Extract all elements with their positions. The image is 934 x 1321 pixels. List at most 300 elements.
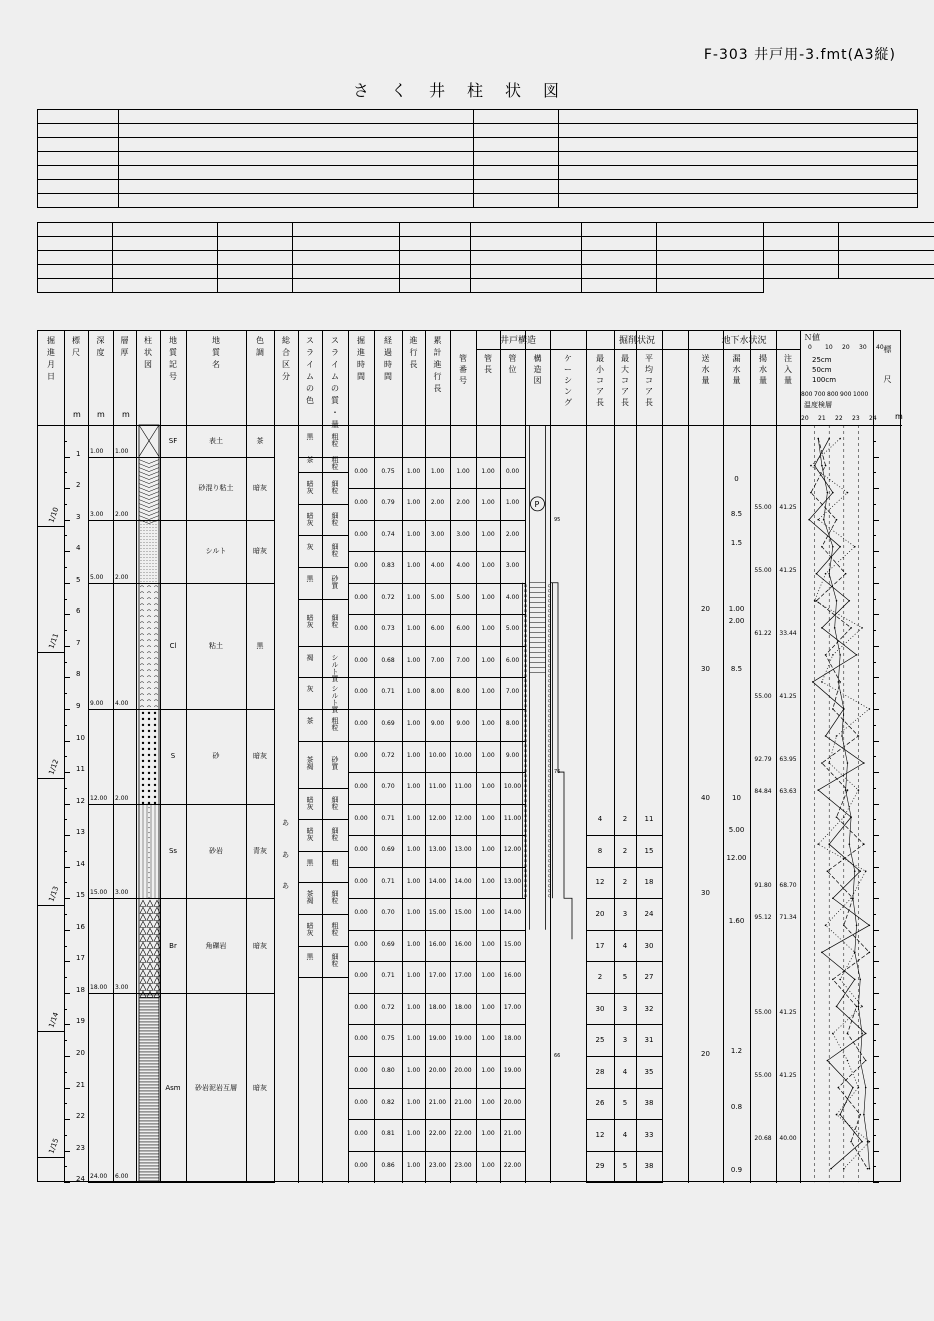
sand-dot [142,718,144,720]
scale-number: 14 [76,859,85,868]
log-value: 1.00 [481,499,495,507]
layer-boundary [160,583,186,584]
scale-tick [873,867,879,868]
well-info-value [471,279,582,293]
data-row-rule [450,741,476,742]
data-row-rule [374,1056,402,1057]
sand-dot [154,772,156,774]
sandy-clay-hatch [139,488,159,492]
layer-boundary [88,804,113,805]
chart-point [832,979,834,981]
chart-point [810,465,812,467]
chart-point [859,1114,861,1116]
well-info-label [582,223,657,237]
well-info-value [293,237,400,251]
gravel-pack [548,854,551,857]
log-value: 1.00 [406,877,421,885]
data-row-rule [348,993,374,994]
gravel-pack [548,869,551,872]
sandy-clay-hatch [139,464,159,468]
scale-tick [64,1088,70,1089]
data-row-rule [425,646,450,647]
gravel-pack [548,719,551,722]
sand-dot [154,760,156,762]
water-send: 20 [701,604,710,613]
resistivity-tick: 900 [840,391,852,398]
log-value: 1.00 [505,499,520,507]
log-value: 1.00 [406,499,421,507]
core-value: 30 [644,941,654,950]
core-value: 4 [597,815,603,824]
layer-boundary [246,457,274,458]
sand-dot [142,784,144,786]
clay-mark [147,622,151,623]
scale-tick [64,535,67,536]
project-info-value [119,138,474,152]
log-value: 23.00 [428,1161,447,1169]
data-row-rule [450,1151,476,1152]
log-value: 1.00 [406,1098,421,1106]
gravel-pack [548,784,551,787]
scale-tick [64,946,67,947]
log-value: 1.00 [406,751,421,759]
clay-mark [154,646,158,647]
column-header-color: 色 調 [256,336,264,357]
scale-tick [64,1119,70,1120]
water-loss: 2.00 [728,617,745,626]
breccia-triangle [140,949,146,955]
gravel-pack [524,689,527,692]
chart-point [828,843,830,845]
silt-dot [153,536,154,537]
data-row-rule [450,898,476,899]
chart-point [847,1060,849,1062]
log-value: 1.00 [481,593,495,601]
core-value: 35 [644,1067,654,1076]
silt-dot [156,575,157,576]
gravel-pack [524,609,527,612]
layer-name: シルト [205,547,227,556]
data-row-rule [425,520,450,521]
chart-point [841,735,843,737]
silt-dot [150,521,151,522]
well-info-value [293,279,400,293]
chart-point [821,546,823,548]
core-value: 4 [622,941,628,950]
clay-mark [147,646,151,647]
casing-step [550,583,572,940]
chart-point [854,546,856,548]
data-row-rule [476,1056,500,1057]
data-row-rule [402,709,425,710]
gravel-pack [548,804,551,807]
well-info-label [38,279,113,293]
silt-dot [156,572,157,573]
gravel-pack [524,659,527,662]
scale-tick [873,882,876,883]
scale-tick [64,1024,70,1025]
clay-mark [140,664,144,665]
core-value: 3 [622,1004,628,1013]
scale-tick [873,835,879,836]
data-row-rule [476,804,500,805]
core-value: 24 [644,910,654,919]
breccia-triangle [140,914,146,920]
gravel-pack [524,779,527,782]
sand-dot [148,778,150,780]
data-row-rule [402,835,425,836]
layer-color: 暗灰 [253,1083,267,1092]
silt-dot [150,524,151,525]
water-pumping: 20.68 [754,1134,772,1142]
drilling-date: 1/11 [47,632,61,650]
log-value: 1.00 [481,846,495,854]
scale-tick [64,709,70,710]
gravel-pack [524,619,527,622]
slime-row-rule [298,535,348,536]
log-value: 1.00 [406,940,421,948]
silt-dot [153,527,154,528]
scale-number: 20 [76,1049,85,1057]
gravel-pack [548,834,551,837]
log-value: 11.00 [503,814,522,822]
chart-point [869,708,871,710]
data-row-rule [425,898,450,899]
log-value: 15.00 [454,909,472,917]
log-value: 1.00 [406,783,421,791]
layer-boundary [160,993,186,994]
scale-tick [64,520,70,521]
log-value: 0.00 [354,467,368,475]
silt-dot [156,527,157,528]
scale-number: 11 [76,765,85,774]
lithology-column [139,425,159,1182]
data-row-rule [476,898,500,899]
data-row-rule [402,488,425,489]
scale-number: 5 [76,575,81,584]
sand-dot [142,796,144,798]
chart-point [843,708,845,710]
project-info-row [38,194,918,208]
silt-dot [156,521,157,522]
silt-dot [153,530,154,531]
sand-dot [154,796,156,798]
sand-dot [154,718,156,720]
log-value: 2.00 [430,499,445,507]
layer-boundary [186,993,246,994]
silt-dot [144,545,145,546]
data-row-rule [500,993,525,994]
temperature-tick: 20 [801,415,809,422]
core-row-rule [586,867,662,868]
scale-tick [873,851,876,852]
slime-color: 黒 [306,574,314,582]
chart-point [821,681,823,683]
sandy-clay-hatch [139,516,159,520]
slime-quality: 細粒 [331,614,339,629]
slime-row-rule [298,946,348,947]
scale-tick [873,961,879,962]
data-row-rule [500,1119,525,1120]
water-pumping: 92.79 [754,756,772,764]
project-info-row [38,110,918,124]
clay-mark [154,670,158,671]
data-row-rule [374,930,402,931]
silt-dot [150,566,151,567]
scale-number: 21 [76,1080,85,1089]
project-info-label [38,166,119,180]
layer-boundary [246,520,274,521]
slime-color: 茶 [306,456,314,464]
data-row-rule [425,835,450,836]
data-row-rule [374,741,402,742]
scale-tick [873,441,876,442]
silt-dot [156,539,157,540]
silt-dot [144,530,145,531]
gravel-pack [548,689,551,692]
sand-dot [154,748,156,750]
silt-dot [147,539,148,540]
log-value: 1.00 [406,1161,421,1169]
clay-mark [140,628,144,629]
log-value: 0.00 [354,1035,368,1043]
sandy-clay-hatch [139,512,159,516]
silt-dot [144,536,145,537]
gravel-pack [524,824,527,827]
pump-label: P [534,499,540,509]
chart-point [827,492,829,494]
breccia-triangle [140,984,146,990]
layer-boundary [186,457,246,458]
silt-dot [156,560,157,561]
silt-dot [150,542,151,543]
core-value: 25 [595,1036,605,1045]
gravel-pack [524,724,527,727]
log-value: 0.69 [381,846,395,854]
project-info-label [38,180,119,194]
data-row-rule [348,741,374,742]
project-info-label [474,152,559,166]
gravel-pack [548,684,551,687]
column-header-w-pump: 揚 水 量 [759,354,767,385]
layer-boundary [186,898,246,899]
well-info-label [400,237,471,251]
silt-dot [153,566,154,567]
layer-depth: 1.00 [90,447,104,455]
silt-dot [156,557,157,558]
well-info-value [293,265,400,279]
chart-point [845,789,847,791]
scale-tick [873,1135,876,1136]
chart-point [843,816,845,818]
core-value: 4 [622,1067,628,1076]
log-value: 14.00 [428,877,447,885]
well-info-value [293,251,400,265]
breccia-triangle [147,963,153,969]
water-loss: 10 [732,794,741,803]
column-header-cumulative: 累 計 進 行 長 [433,336,442,393]
layer-boundary [160,898,186,899]
water-send: 30 [701,888,710,897]
scale-tick [64,741,70,742]
core-value: 38 [644,1162,654,1171]
log-value: 9.00 [505,751,520,759]
data-row-rule [348,930,374,931]
data-row-rule [402,646,425,647]
layer-symbol: Ss [168,846,178,855]
data-row-rule [450,457,476,458]
gravel-pack [548,859,551,862]
chart-point [850,627,852,629]
project-info-value [119,180,474,194]
log-value: 13.00 [454,846,472,854]
gravel-pack [548,889,551,892]
casing-diameter: 76 [554,769,561,776]
slime-row-rule [298,504,348,505]
gravel-pack [524,649,527,652]
water-pumping: 95.12 [754,914,772,922]
scale-tick [873,551,879,552]
legend-label: 100cm [812,376,837,384]
well-info-row [38,237,934,251]
data-row-rule [500,867,525,868]
core-value: 8 [597,846,603,855]
layer-depth: 24.00 [90,1173,108,1181]
gravel-pack [524,879,527,882]
sand-dot [154,736,156,738]
gravel-pack [548,844,551,847]
chart-point [821,762,823,764]
gravel-pack [548,779,551,782]
data-row-rule [500,646,525,647]
gravel-pack [524,739,527,742]
silt-dot [150,539,151,540]
gravel-pack [524,754,527,757]
slime-row-rule [298,788,348,789]
scale-tick [64,914,67,915]
chart-point [827,870,829,872]
gravel-pack [548,669,551,672]
chart-point [858,735,860,737]
data-row-rule [402,898,425,899]
data-row-rule [500,1151,525,1152]
log-value: 0.00 [354,1161,368,1169]
log-value: 4.00 [430,562,445,570]
sand-dot [148,742,150,744]
log-value: 16.00 [428,940,447,948]
data-row-rule [450,772,476,773]
gravel-pack [524,764,527,767]
scale-tick [64,961,70,962]
chart-point [847,789,849,791]
silt-dot [141,554,142,555]
log-value: 1.00 [481,909,495,917]
slime-row-rule [298,977,348,978]
chart-point [839,979,841,981]
data-row-rule [476,1088,500,1089]
log-value: 1.00 [456,467,470,475]
clay-mark [154,604,158,605]
chart-point [845,573,847,575]
layer-thickness: 2.00 [115,794,129,802]
chart-point [861,1141,863,1143]
breccia-triangle [147,956,153,962]
log-value: 12.00 [454,814,472,822]
gravel-pack [524,859,527,862]
data-row-rule [450,804,476,805]
clay-mark [154,628,158,629]
layer-name: 表土 [209,436,223,445]
log-value: 1.00 [430,467,445,475]
project-info-label [474,166,559,180]
scale-tick [64,819,67,820]
slime-quality: 細粒 [331,827,339,842]
silt-dot [153,578,154,579]
chart-point [865,1033,867,1035]
sand-dot [142,766,144,768]
casing-diameter: 95 [554,516,561,523]
core-value: 28 [595,1067,605,1076]
date-separator [38,905,64,906]
sand-dot [142,778,144,780]
scale-tick [873,583,879,584]
data-row-rule [500,551,525,552]
clay-mark [147,640,151,641]
water-loss: 1.5 [730,538,743,547]
layer-boundary [113,520,136,521]
silt-dot [156,563,157,564]
column-header-w-loss: 漏 水 量 [732,354,741,385]
scale-tick [64,677,70,678]
data-row-rule [374,772,402,773]
gravel-pack [524,844,527,847]
sand-dot [148,712,150,714]
well-info-label [400,251,471,265]
silt-dot [153,569,154,570]
column-header-class: 総 合 区 分 [282,336,290,381]
gravel-pack [524,634,527,637]
clay-mark [140,622,144,623]
clay-mark [140,694,144,695]
silt-dot [147,536,148,537]
log-value: 1.00 [481,1098,495,1106]
silt-dot [156,533,157,534]
slime-row-rule [298,851,348,852]
column-header-slime-quality: ス ラ イ ム の 質 ・ 量 [331,336,339,429]
log-value: 1.00 [406,467,421,475]
data-row-rule [374,457,402,458]
clay-mark [147,682,151,683]
slime-color: 茶 [306,716,314,724]
gravel-pack [524,789,527,792]
silt-dot [153,575,154,576]
scale-tick [64,1151,70,1152]
breccia-triangle [140,991,146,997]
log-value: 20.00 [503,1098,522,1106]
chart-point [827,1060,829,1062]
scale-number: 8 [76,670,81,679]
scale-tick [873,646,879,647]
gravel-pack [548,604,551,607]
log-value: 1.00 [481,656,495,664]
log-value: 9.00 [430,719,445,727]
scale-tick [64,867,70,868]
scale-tick [873,725,876,726]
water-injection: 41.25 [779,566,797,574]
scale-tick [64,930,70,931]
clay-mark [154,700,158,701]
chart-point [814,465,816,467]
